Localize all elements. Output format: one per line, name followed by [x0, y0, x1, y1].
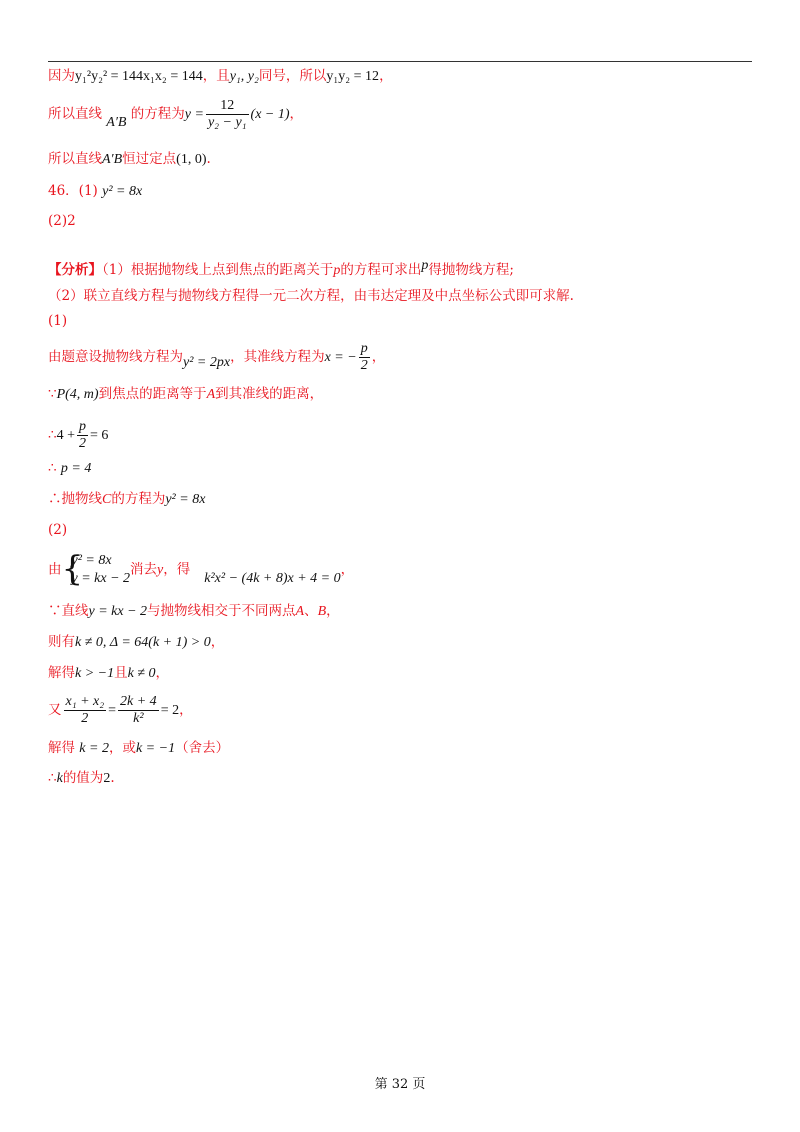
text: 、	[304, 603, 318, 619]
numerator: p	[360, 341, 368, 356]
equation-row: y² = 8x	[71, 553, 112, 568]
text: ，	[155, 665, 170, 681]
fraction	[206, 98, 249, 131]
text: 的方程为	[111, 491, 166, 507]
text: （1）根据抛物线上点到焦点的距离关于	[102, 262, 334, 278]
math-expression: y	[157, 562, 164, 578]
text: 恒过定点	[122, 151, 177, 167]
fraction	[64, 694, 107, 727]
text: ，	[379, 68, 393, 84]
text: 的方程为	[130, 106, 185, 122]
math-expression: k ≠ 0, Δ = 64(k + 1) > 0	[75, 635, 211, 650]
denominator: 2	[360, 358, 368, 373]
numerator: 2k + 4	[120, 694, 157, 709]
text: 消去	[130, 561, 158, 578]
solution-part-1-label	[48, 312, 67, 330]
math-expression: y = kx − 2	[88, 604, 148, 619]
solution-line-6	[48, 549, 355, 589]
text: 与抛物线相交于不同两点	[147, 603, 296, 619]
denominator: y₂ − y₁	[207, 115, 247, 130]
denominator: k²	[133, 711, 144, 726]
text: ∴抛物线	[48, 491, 102, 507]
numerator: x₁ + x₂	[65, 694, 105, 709]
question-number: 46．(1)	[48, 183, 98, 199]
equation-system	[61, 549, 131, 589]
math-expression: p	[421, 258, 429, 273]
solution-line-10	[48, 694, 193, 727]
math-expression: k = 2	[79, 741, 109, 756]
text: 同号，所以	[258, 68, 327, 84]
proof-line-3	[48, 150, 211, 169]
math-expression: A′B	[102, 152, 123, 167]
numerator: p	[79, 419, 86, 434]
math-expression: x = −	[324, 350, 357, 365]
fraction	[118, 694, 159, 727]
header-rule	[48, 61, 752, 62]
math-expression: = 2	[160, 703, 180, 718]
math-expression: (x − 1)	[250, 107, 290, 122]
text: (2)	[48, 522, 68, 538]
answer-46-part-1	[48, 182, 142, 201]
text: 则有	[48, 634, 75, 650]
text: 到焦点的距离等于	[98, 386, 207, 402]
math-expression: =	[108, 703, 117, 718]
text: ，其准线方程为	[230, 349, 325, 365]
equation-row: y = kx − 2	[71, 571, 131, 586]
math-expression: y² = 2px	[183, 355, 231, 370]
text: 又	[48, 702, 62, 718]
text: ∴	[48, 770, 57, 786]
text: (2)2	[48, 213, 76, 229]
text: ，	[371, 349, 386, 365]
math-expression: 4 +	[56, 428, 75, 443]
math-expression: y₁²y₂² = 144x₁x₂ = 144	[75, 69, 203, 84]
text: ∵直线	[48, 603, 89, 619]
math-expression: k = −1	[135, 741, 176, 756]
math-expression: k²x² − (4k + 8)x + 4 = 0	[204, 570, 341, 586]
text: ，	[179, 702, 193, 718]
math-expression: y₁y₂ = 12	[326, 69, 380, 84]
text: 得抛物线方程;	[428, 262, 514, 278]
text: ，或	[108, 740, 136, 756]
math-expression: y² = 8x	[165, 492, 206, 507]
solution-line-2	[48, 385, 323, 404]
solution-line-4	[48, 459, 91, 478]
answer-46-part-2	[48, 212, 76, 230]
text: 且	[114, 665, 128, 681]
text: 的方程可求出	[340, 262, 422, 278]
brace-icon: {	[61, 549, 84, 589]
text: 因为	[48, 68, 75, 84]
math-expression: P(4, m)	[56, 387, 99, 402]
text: 由	[48, 561, 62, 578]
text: ，	[340, 561, 355, 578]
denominator: 2	[81, 711, 89, 726]
text: ∴	[48, 460, 57, 476]
text: 由题意设抛物线方程为	[48, 349, 183, 365]
text: (1)	[48, 313, 68, 329]
fraction	[77, 419, 88, 452]
math-expression: y₁, y₂	[229, 69, 259, 84]
text: .	[110, 770, 115, 786]
text: 到其准线的距离，	[215, 386, 324, 402]
text: （舍去）	[175, 740, 230, 756]
math-expression: B	[317, 604, 327, 619]
text: 所以直线	[48, 106, 102, 122]
text: ∴	[48, 427, 57, 443]
text: ，	[210, 634, 225, 650]
text: ，得	[163, 561, 191, 578]
analysis-label: 【分析】	[48, 262, 102, 278]
denominator: 2	[79, 436, 86, 451]
math-expression: p = 4	[60, 461, 92, 476]
math-expression: y² = 8x	[102, 184, 143, 199]
math-expression: = 6	[90, 428, 109, 443]
text: .	[206, 151, 211, 167]
text: ，	[289, 106, 304, 122]
math-expression: A	[206, 387, 216, 402]
proof-line-2	[48, 98, 303, 131]
solution-line-11	[48, 739, 229, 758]
solution-line-8	[48, 633, 224, 652]
text: 所以直线	[48, 151, 102, 167]
math-expression: k ≠ 0	[127, 666, 156, 681]
text: ，	[326, 603, 340, 619]
text: 的值为	[62, 770, 104, 786]
solution-part-2-label	[48, 521, 67, 539]
solution-line-9	[48, 664, 169, 683]
analysis-line-1	[48, 258, 514, 280]
solution-line-3	[48, 419, 108, 452]
math-expression: 2	[103, 771, 111, 786]
math-expression: A′B	[106, 115, 127, 130]
fraction	[359, 341, 370, 374]
proof-line-1	[48, 67, 393, 86]
analysis-line-2	[48, 287, 574, 305]
math-expression: y =	[184, 107, 204, 122]
text: ，且	[202, 68, 230, 84]
text: （2）联立直线方程与抛物线方程得一元二次方程，由韦达定理及中点坐标公式即可求解.	[48, 288, 574, 304]
text: 解得	[48, 665, 75, 681]
solution-line-1	[48, 341, 385, 374]
text: ∵	[48, 386, 57, 402]
solution-line-7	[48, 602, 340, 621]
math-expression: k > −1	[75, 666, 115, 681]
math-expression: C	[102, 492, 112, 507]
math-expression: k	[56, 771, 63, 786]
solution-line-12	[48, 769, 115, 788]
page-number: 第 32 页	[374, 1077, 426, 1092]
text: 解得	[48, 740, 75, 756]
solution-line-5	[48, 490, 205, 509]
math-expression: A	[295, 604, 305, 619]
math-expression: (1, 0)	[176, 152, 207, 167]
numerator: 12	[206, 98, 249, 115]
math-expression: p	[333, 263, 341, 278]
